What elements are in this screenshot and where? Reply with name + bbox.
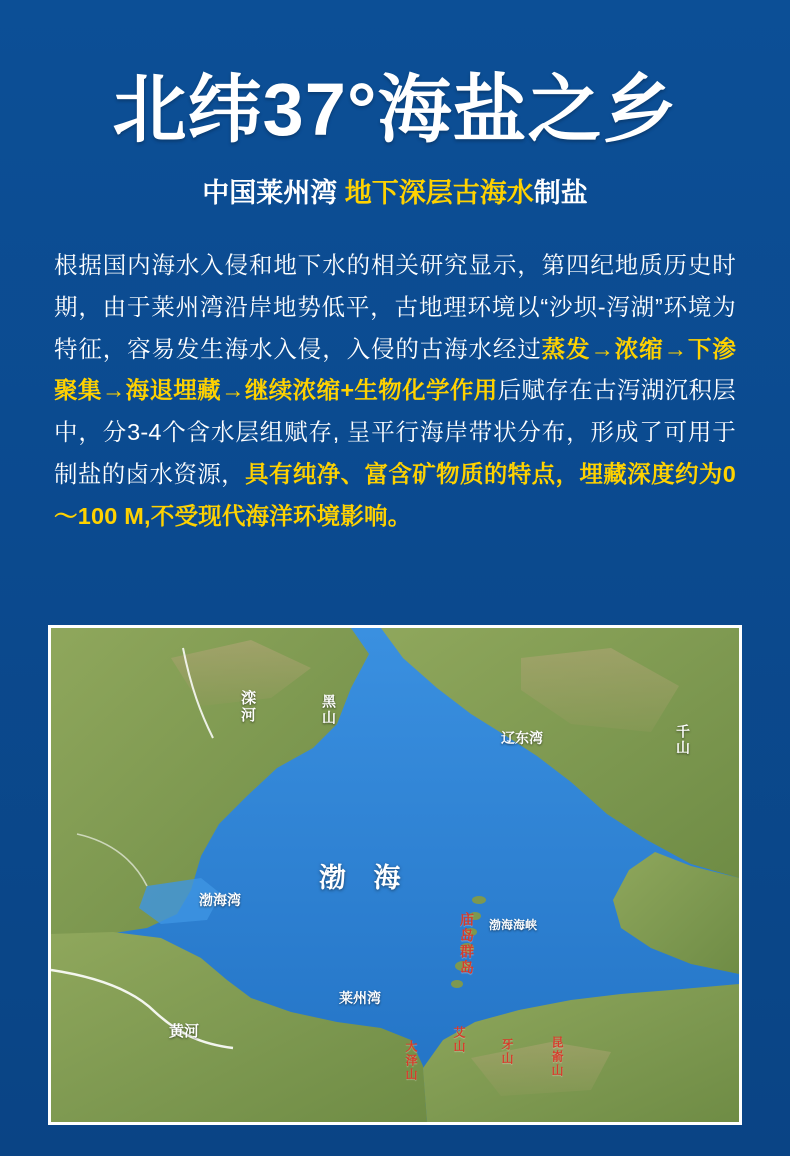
body-highlight-1: 蒸发→浓缩→下渗聚集→海退埋藏→继续浓缩+生物化学作用 (54, 335, 736, 404)
subtitle-suffix: 制盐 (533, 177, 588, 208)
map-label-bohai-bay: 渤海湾 (199, 892, 241, 908)
body-part-1: 根据国内海水入侵和地下水的相关研究显示，第四纪地质历史时期，由于莱州湾沿岸地势低平，古地理环境以“沙坝-泻湖”环境为特征，容易发生海水入侵，入侵的古海水经过 (54, 252, 736, 362)
map-label-aishan: 艾山 (452, 1026, 466, 1054)
map-label-dazeshan: 大泽山 (404, 1040, 418, 1082)
map-label-huanghe: 黄河 (169, 1023, 200, 1040)
map-label-bohai-strait: 渤海海峡 (489, 918, 538, 932)
map-label-miaodao-islands: 庙岛群岛 (459, 912, 475, 976)
body-paragraph (48, 245, 742, 538)
subtitle-highlight: 地下深层古海水 (344, 177, 534, 208)
body-highlight-2: 具有纯净、富含矿物质的特点，埋藏深度约为0～100 M,不受现代海洋环境影响。 (54, 461, 736, 529)
map-label-bohai-sea: 渤 海 (319, 863, 411, 893)
map-label-heishan: 黑山 (321, 694, 337, 726)
map-label-qianshan: 千山 (675, 724, 691, 756)
body-part-2: 后赋存在古泻湖沉积层中，分3-4个含水层组赋存, 呈平行海岸带状分布，形成了可用于制盐的卤水资源， (54, 377, 736, 488)
subtitle-prefix: 中国莱州湾 (202, 177, 345, 208)
map-label-luanhe: 滦河 (239, 690, 256, 724)
map-label-kunyushan: 昆嵛山 (550, 1036, 564, 1078)
subtitle (48, 176, 742, 211)
map-label-liaodong-bay: 辽东湾 (501, 730, 543, 746)
map-label-yashan: 牙山 (500, 1038, 514, 1066)
page-title: 北纬37°海盐之乡 (112, 68, 678, 151)
map-graphic (51, 628, 739, 1122)
map-label-laizhou-bay: 莱州湾 (339, 990, 381, 1006)
bohai-sea-map (48, 625, 742, 1125)
